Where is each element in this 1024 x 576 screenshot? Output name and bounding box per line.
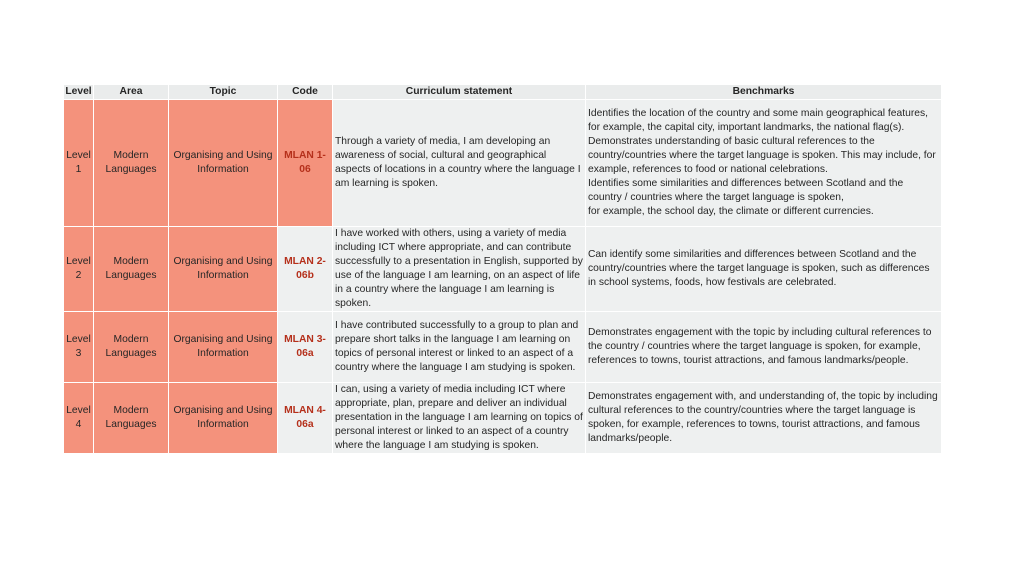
header-code: Code — [278, 85, 333, 100]
benchmark-item: Identifies the location of the country and some main geographical features, for example, the capital city, important landmarks, the national flag(s). — [588, 108, 929, 133]
curriculum-cell: I can, using a variety of media including ICT where appropriate, plan, prepare and deliver an individual presentation in the language I am learning on topics of personal interest or linked to an aspect of a country where the language I am studying is spoken. — [333, 383, 586, 454]
table-row — [64, 383, 942, 454]
benchmark-item: Demonstrates engagement with, and understanding of, the topic by including cultural references to the country/countries where the target language is spoken, for example, references to towns, tourist attractions, and famous landmarks/people. — [588, 391, 938, 444]
level-cell: Level 1 — [64, 100, 94, 227]
table-row — [64, 312, 942, 383]
curriculum-cell: I have contributed successfully to a group to plan and prepare short talks in the language I am learning on topics of personal interest or linked to an aspect of a country where the language I am studying is spoken. — [333, 312, 586, 383]
table-row — [64, 227, 942, 312]
level-cell: Level 4 — [64, 383, 94, 454]
benchmark-item: Can identify some similarities and differences between Scotland and the country/countries where the target language is spoken, such as differences in school systems, foods, how festivals are celebrated. — [588, 249, 930, 288]
header-topic: Topic — [169, 85, 278, 100]
benchmark-item: for example, the school day, the climate or different currencies. — [588, 206, 874, 217]
topic-cell: Organising and Using Information — [169, 100, 278, 227]
table-row — [64, 100, 942, 227]
header-row — [64, 85, 942, 100]
code-cell: MLAN 1-06 — [278, 100, 333, 227]
area-cell: Modern Languages — [94, 100, 169, 227]
topic-cell: Organising and Using Information — [169, 312, 278, 383]
header-level: Level — [64, 85, 94, 100]
benchmark-item: Demonstrates engagement with the topic by including cultural references to the country / countries where the target language is spoken, for example, references to towns, tourist attractions, and famous landmarks/people. — [588, 327, 932, 366]
level-cell: Level 3 — [64, 312, 94, 383]
level-cell: Level 2 — [64, 227, 94, 312]
topic-cell: Organising and Using Information — [169, 383, 278, 454]
code-cell: MLAN 2-06b — [278, 227, 333, 312]
topic-cell: Organising and Using Information — [169, 227, 278, 312]
benchmarks-cell — [586, 383, 942, 454]
benchmarks-cell — [586, 227, 942, 312]
curriculum-cell: I have worked with others, using a variety of media including ICT where appropriate, and can contribute successfully to a presentation in English, supported by use of the language I am learning, on an aspect of life in a country where the language I am learning is spoken. — [333, 227, 586, 312]
benchmarks-cell — [586, 100, 942, 227]
area-cell: Modern Languages — [94, 383, 169, 454]
header-benchmarks: Benchmarks — [586, 85, 942, 100]
header-area: Area — [94, 85, 169, 100]
benchmark-item: Identifies some similarities and differences between Scotland and the country / countries where the target language is spoken, — [588, 178, 904, 203]
code-cell: MLAN 3-06a — [278, 312, 333, 383]
area-cell: Modern Languages — [94, 312, 169, 383]
area-cell: Modern Languages — [94, 227, 169, 312]
benchmark-item: Demonstrates understanding of basic cultural references to the country/countries where the target language is spoken. This may include, for example, references to food or national celebrations. — [588, 136, 936, 175]
header-curriculum: Curriculum statement — [333, 85, 586, 100]
curriculum-cell: Through a variety of media, I am developing an awareness of social, cultural and geographical aspects of locations in a country where the language I am learning is spoken. — [333, 100, 586, 227]
curriculum-table — [63, 84, 942, 454]
code-cell: MLAN 4-06a — [278, 383, 333, 454]
benchmarks-cell — [586, 312, 942, 383]
